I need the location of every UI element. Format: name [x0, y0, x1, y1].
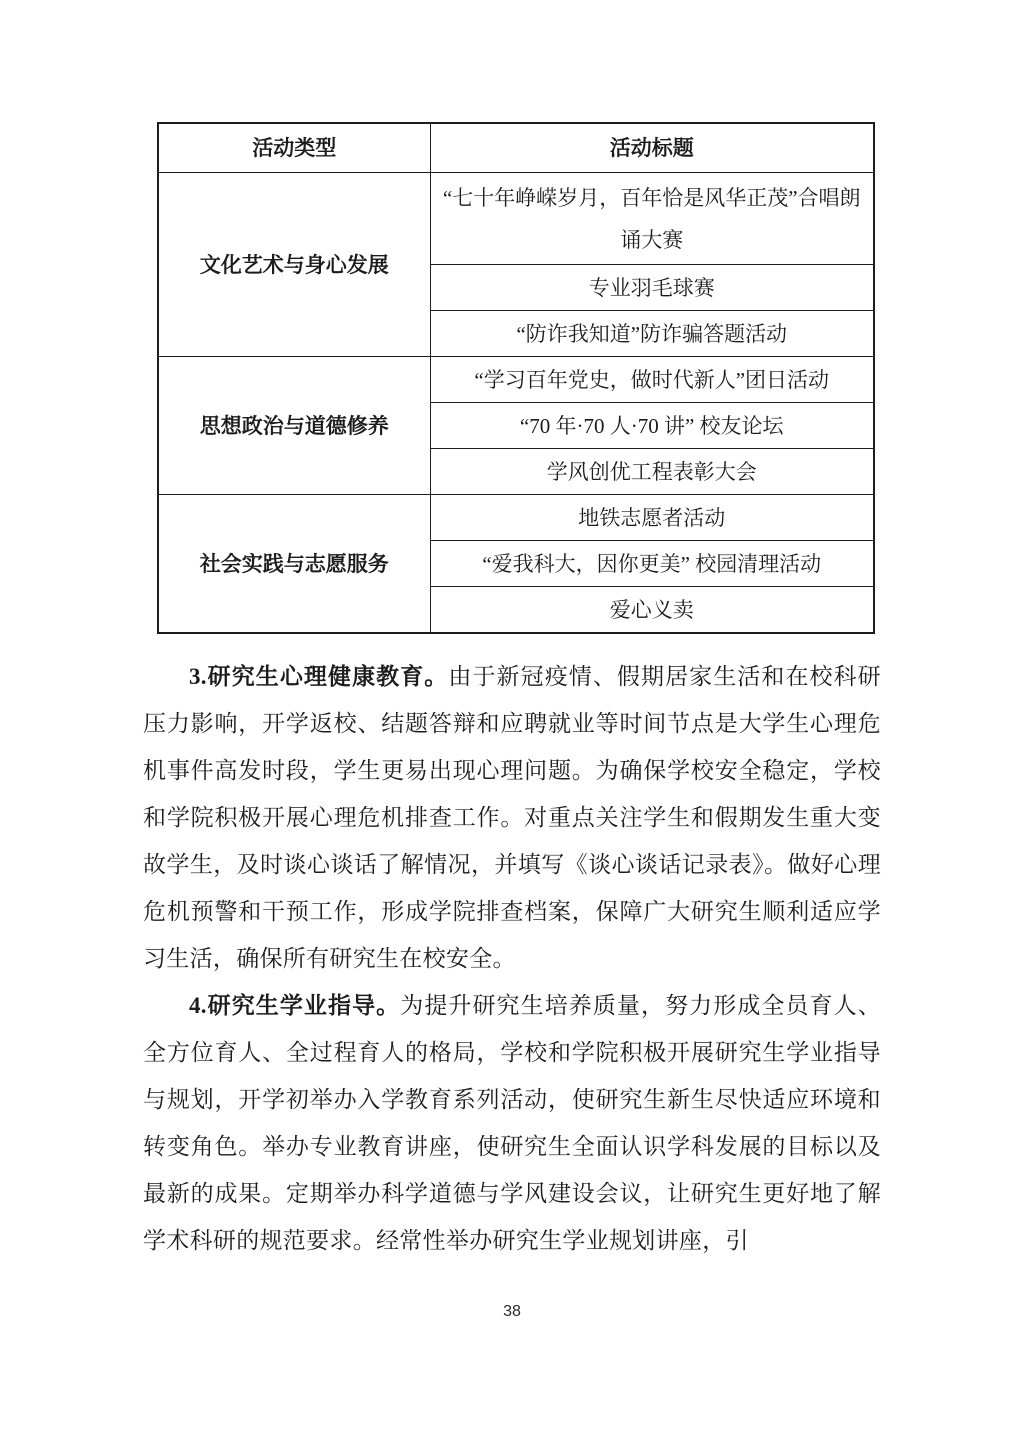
- activity-cell: 爱心义卖: [430, 587, 874, 634]
- paragraph-mental-health: [143, 653, 881, 982]
- activity-cell: “爱我科大，因你更美” 校园清理活动: [430, 541, 874, 587]
- activity-cell: “防诈我知道”防诈骗答题活动: [430, 311, 874, 357]
- activity-cell: 地铁志愿者活动: [430, 495, 874, 541]
- table-row: [158, 173, 874, 265]
- column-header-activity-type: 活动类型: [158, 123, 430, 173]
- activity-cell: 专业羽毛球赛: [430, 265, 874, 311]
- activities-table: [157, 122, 875, 634]
- paragraph-lead: 4.研究生学业指导。: [189, 993, 401, 1018]
- paragraph-academic-guidance: [143, 982, 881, 1264]
- table-header-row: [158, 123, 874, 173]
- paragraph-body: 为提升研究生培养质量，努力形成全员育人、全方位育人、全过程育人的格局，学校和学院积极开展研究生学业指导与规划，开学初举办入学教育系列活动，使研究生新生尽快适应环境和转变角色。举办专业教育讲座，使研究生全面认识学科发展的目标以及最新的成果。定期举办科学道德与学风建设会议，让研究生更好地了解学术科研的规范要求。经常性举办研究生学业规划讲座，引: [143, 993, 882, 1253]
- category-cell-social-practice: 社会实践与志愿服务: [158, 495, 430, 634]
- category-cell-culture-art: 文化艺术与身心发展: [158, 173, 430, 357]
- body-text: [143, 634, 881, 1264]
- page-content: [143, 122, 881, 1264]
- table-row: [158, 357, 874, 403]
- paragraph-body: 由于新冠疫情、假期居家生活和在校科研压力影响，开学返校、结题答辩和应聘就业等时间节点是大学生心理危机事件高发时段，学生更易出现心理问题。为确保学校安全稳定，学校和学院积极开展心理危机排查工作。对重点关注学生和假期发生重大变故学生，及时谈心谈话了解情况，并填写《谈心谈话记录表》。做好心理危机预警和干预工作，形成学院排查档案，保障广大研究生顺利适应学习生活，确保所有研究生在校安全。: [143, 664, 881, 971]
- activity-cell: “学习百年党史，做时代新人”团日活动: [430, 357, 874, 403]
- activity-cell: 学风创优工程表彰大会: [430, 449, 874, 495]
- activity-cell: “七十年峥嵘岁月，百年恰是风华正茂”合唱朗诵大赛: [430, 173, 874, 265]
- table-row: [158, 495, 874, 541]
- activity-cell: “70 年·70 人·70 讲” 校友论坛: [430, 403, 874, 449]
- paragraph-lead: 3.研究生心理健康教育。: [189, 664, 449, 689]
- column-header-activity-title: 活动标题: [430, 123, 874, 173]
- category-cell-ideology-morality: 思想政治与道德修养: [158, 357, 430, 495]
- page-number: 38: [503, 1303, 521, 1320]
